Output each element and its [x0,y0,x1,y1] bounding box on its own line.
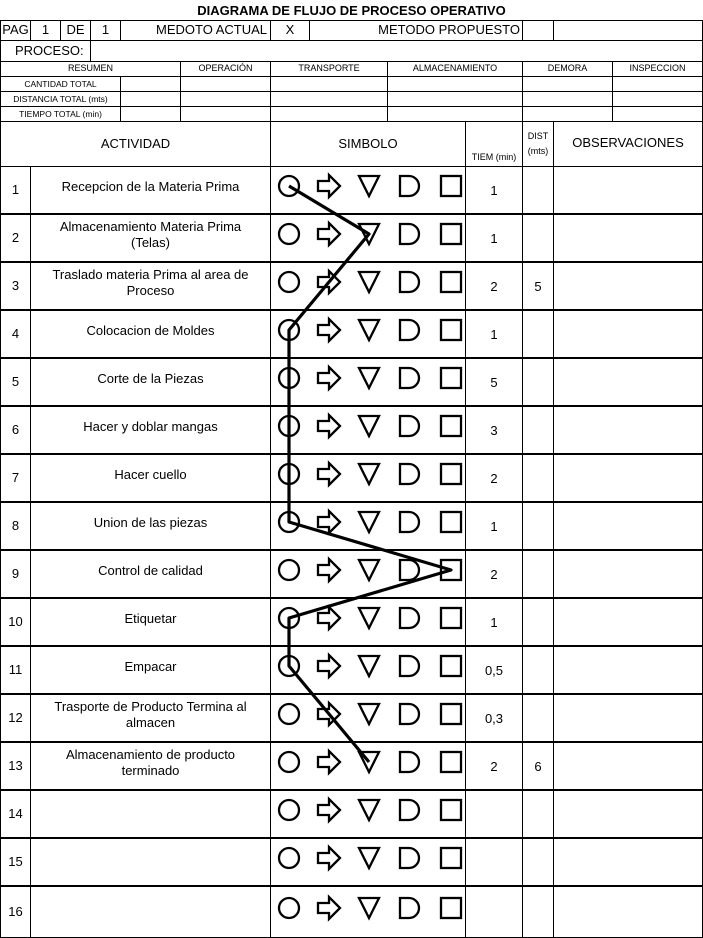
inspection-square-icon[interactable] [441,416,461,436]
time-cell[interactable]: 2 [465,454,523,502]
symbol-group [279,319,461,341]
activity-cell: Trasporte de Producto Termina al almacen [30,694,271,742]
row-number: 1 [0,166,31,214]
delay-d-icon[interactable] [400,368,419,388]
activity-cell: Hacer cuello [30,454,271,502]
inspection-square-icon[interactable] [441,368,461,388]
activity-cell: Etiquetar [30,598,271,646]
inspection-square-icon[interactable] [441,272,461,292]
activity-cell: Colocacion de Moldes [30,310,271,358]
storage-triangle-icon[interactable] [359,176,379,196]
row-number: 15 [0,838,31,886]
activity-cell: Almacenamiento de producto terminado [30,742,271,790]
header-actividad: ACTIVIDAD [0,121,271,167]
row-number: 2 [0,214,31,262]
transport-arrow-icon[interactable] [318,847,340,869]
activity-cell: Hacer y doblar mangas [30,406,271,454]
symbol-group [279,897,461,919]
row-number: 14 [0,790,31,838]
operation-circle-icon[interactable] [279,898,299,918]
symbol-group [279,607,461,629]
delay-d-icon[interactable] [400,272,419,292]
storage-triangle-icon[interactable] [359,704,379,724]
transport-arrow-icon[interactable] [318,463,340,485]
inspection-square-icon[interactable] [441,800,461,820]
time-cell[interactable]: 2 [465,262,523,310]
dist-cell[interactable]: 6 [522,742,554,790]
row-number: 5 [0,358,31,406]
transport-arrow-icon[interactable] [318,799,340,821]
time-cell[interactable]: 0,3 [465,694,523,742]
row-number: 6 [0,406,31,454]
transport-arrow-icon[interactable] [318,897,340,919]
header-observaciones: OBSERVACIONES [553,121,703,167]
row-number: 8 [0,502,31,550]
symbol-group [279,847,461,869]
activity-cell: Union de las piezas [30,502,271,550]
row-number: 16 [0,886,31,938]
operation-circle-icon[interactable] [279,848,299,868]
storage-triangle-icon[interactable] [359,898,379,918]
inspection-square-icon[interactable] [441,224,461,244]
symbol-group [279,559,461,581]
col-inspeccion: INSPECCION [612,61,703,77]
inspection-square-icon[interactable] [441,512,461,532]
transport-arrow-icon[interactable] [318,175,340,197]
storage-triangle-icon[interactable] [359,464,379,484]
symbol-group [279,175,461,197]
summary-row-label: TIEMPO TOTAL (min) [0,106,121,122]
pag-label: PAG [0,20,31,41]
operation-circle-icon[interactable] [279,224,299,244]
pag-value[interactable]: 1 [30,20,61,41]
delay-d-icon[interactable] [400,752,419,772]
delay-d-icon[interactable] [400,848,419,868]
time-cell[interactable]: 1 [465,502,523,550]
delay-d-icon[interactable] [400,320,419,340]
time-cell[interactable]: 0,5 [465,646,523,694]
delay-d-icon[interactable] [400,800,419,820]
symbol-group [279,703,461,725]
delay-d-icon[interactable] [400,656,419,676]
activity-cell: Almacenamiento Materia Prima (Telas) [30,214,271,262]
inspection-square-icon[interactable] [441,898,461,918]
row-number: 9 [0,550,31,598]
metodo-actual-label: MEDOTO ACTUAL [120,20,271,41]
time-cell[interactable]: 5 [465,358,523,406]
inspection-square-icon[interactable] [441,608,461,628]
time-cell[interactable]: 1 [465,166,523,214]
inspection-square-icon[interactable] [441,176,461,196]
symbol-group [279,271,461,293]
delay-d-icon[interactable] [400,464,419,484]
storage-triangle-icon[interactable] [359,848,379,868]
header-dist-units: (mts) [527,145,549,156]
inspection-square-icon[interactable] [441,464,461,484]
delay-d-icon[interactable] [400,416,419,436]
metodo-propuesto-label: METODO PROPUESTO [309,20,523,41]
transport-arrow-icon[interactable] [318,319,340,341]
inspection-square-icon[interactable] [441,320,461,340]
symbol-group [279,655,461,677]
transport-arrow-icon[interactable] [318,559,340,581]
delay-d-icon[interactable] [400,898,419,918]
symbol-group [279,799,461,821]
header-dist-label: DIST [527,131,549,142]
operation-circle-icon[interactable] [279,272,299,292]
delay-d-icon[interactable] [400,560,419,580]
transport-arrow-icon[interactable] [318,607,340,629]
storage-triangle-icon[interactable] [359,656,379,676]
de-value[interactable]: 1 [90,20,121,41]
inspection-square-icon[interactable] [441,752,461,772]
time-cell[interactable]: 1 [465,598,523,646]
activity-cell: Traslado materia Prima al area de Proceso [30,262,271,310]
row-number: 11 [0,646,31,694]
transport-arrow-icon[interactable] [318,751,340,773]
col-almacenamiento: ALMACENAMIENTO [387,61,523,77]
inspection-square-icon[interactable] [441,704,461,724]
storage-triangle-icon[interactable] [359,512,379,532]
delay-d-icon[interactable] [400,176,419,196]
col-operacion: OPERACIÓN [180,61,271,77]
storage-triangle-icon[interactable] [359,560,379,580]
col-transporte: TRANSPORTE [270,61,388,77]
transport-arrow-icon[interactable] [318,415,340,437]
symbol-group [279,367,461,389]
operation-circle-icon[interactable] [279,752,299,772]
delay-d-icon[interactable] [400,704,419,724]
storage-triangle-icon[interactable] [359,416,379,436]
time-cell[interactable]: 2 [465,742,523,790]
row-number: 3 [0,262,31,310]
row-number: 13 [0,742,31,790]
operation-circle-icon[interactable] [279,800,299,820]
row-number: 7 [0,454,31,502]
operation-circle-icon[interactable] [279,704,299,724]
activity-cell: Empacar [30,646,271,694]
transport-arrow-icon[interactable] [318,223,340,245]
storage-triangle-icon[interactable] [359,368,379,388]
symbol-group [279,415,461,437]
delay-d-icon[interactable] [400,512,419,532]
symbol-group [279,463,461,485]
row-number: 10 [0,598,31,646]
inspection-square-icon[interactable] [441,656,461,676]
storage-triangle-icon[interactable] [359,320,379,340]
activity-cell: Recepcion de la Materia Prima [30,166,271,214]
header-simbolo: SIMBOLO [270,121,466,167]
storage-triangle-icon[interactable] [359,608,379,628]
delay-d-icon[interactable] [400,224,419,244]
resumen-label: RESUMEN [0,61,181,77]
row-number: 4 [0,310,31,358]
transport-arrow-icon[interactable] [318,511,340,533]
summary-row-label: DISTANCIA TOTAL (mts) [0,91,121,107]
transport-arrow-icon[interactable] [318,655,340,677]
dist-cell[interactable]: 5 [522,262,554,310]
transport-arrow-icon[interactable] [318,367,340,389]
metodo-actual-mark[interactable]: X [270,20,310,41]
summary-row-label: CANTIDAD TOTAL [0,76,121,92]
page-title: DIAGRAMA DE FLUJO DE PROCESO OPERATIVO [197,2,506,18]
time-cell[interactable]: 1 [465,214,523,262]
time-cell[interactable]: 3 [465,406,523,454]
symbol-group [279,511,461,533]
storage-triangle-icon[interactable] [359,272,379,292]
activity-cell: Corte de la Piezas [30,358,271,406]
time-cell[interactable]: 2 [465,550,523,598]
de-label: DE [60,20,91,41]
row-number: 12 [0,694,31,742]
header-tiempo-label: TIEM (min) [471,151,517,162]
storage-triangle-icon[interactable] [359,800,379,820]
time-cell[interactable]: 1 [465,310,523,358]
inspection-square-icon[interactable] [441,848,461,868]
symbol-group [279,751,461,773]
operation-circle-icon[interactable] [279,560,299,580]
col-demora: DEMORA [522,61,613,77]
delay-d-icon[interactable] [400,608,419,628]
activity-cell: Control de calidad [30,550,271,598]
proceso-label: PROCESO: [0,40,91,62]
